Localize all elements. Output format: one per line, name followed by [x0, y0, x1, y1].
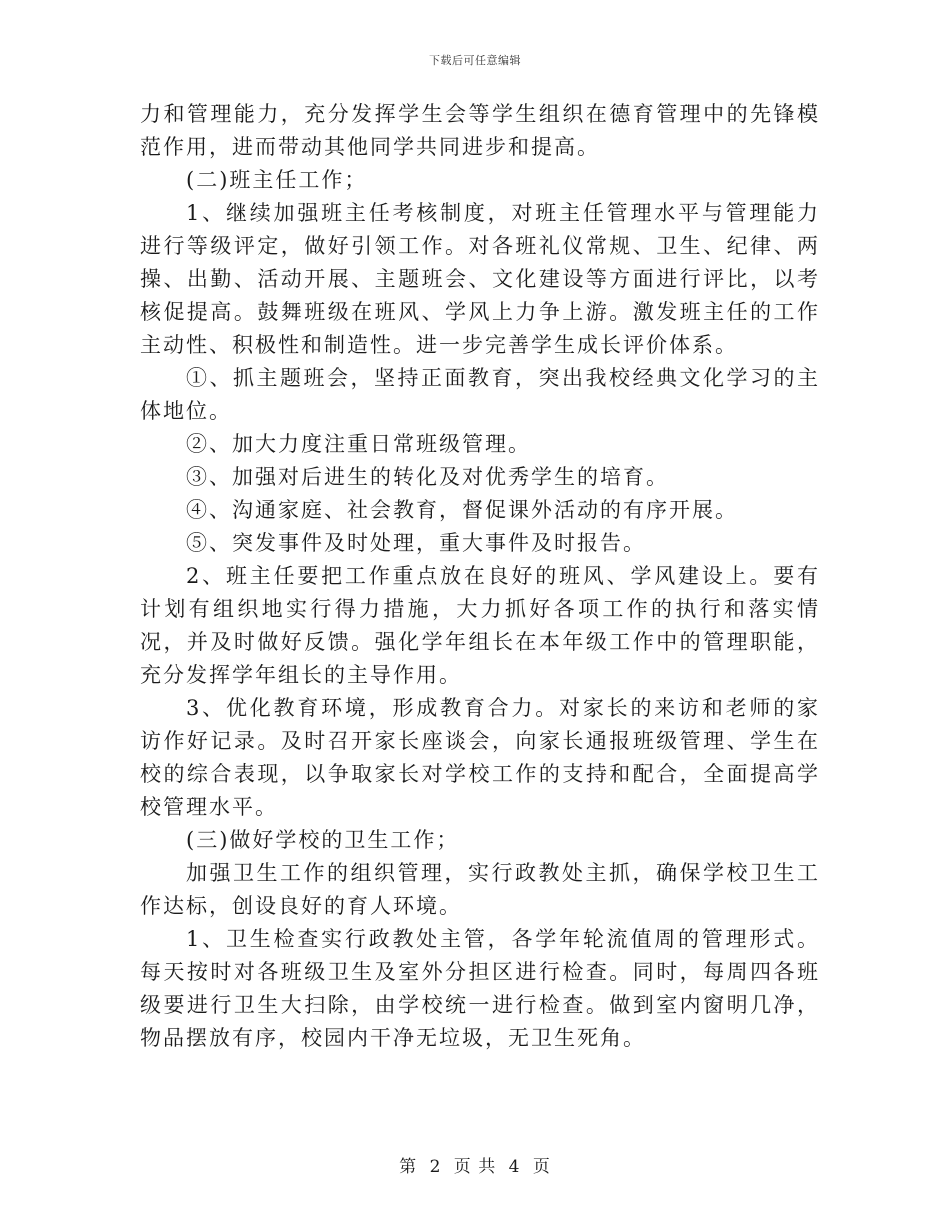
page-header-note: 下载后可任意编辑	[429, 54, 521, 67]
paragraph-12: 加强卫生工作的组织管理，实行政教处主抓，确保学校卫生工作达标，创设良好的育人环境。	[140, 861, 820, 918]
paragraph-13: 1、卫生检查实行政教处主管，各学年轮流值周的管理形式。每天按时对各班级卫生及室外分担区进行检查。同时，每周四各班级要进行卫生大扫除，由学校统一进行检查。做到室内窗明几净，物品摆放有序，校园内干净无垃圾，无卫生死角。	[140, 927, 820, 1050]
list-item-3: ③、加强对后进生的转化及对优秀学生的培育。	[186, 465, 669, 489]
document-body	[140, 98, 820, 1055]
footer-total-pages: 4	[508, 1157, 521, 1177]
footer-suffix: 页	[532, 1157, 551, 1177]
list-item-5: ⑤、突发事件及时处理，重大事件及时报告。	[186, 531, 646, 555]
paragraph-9: 2、班主任要把工作重点放在良好的班风、学风建设上。要有计划有组织地实行得力措施，大力抓好各项工作的执行和落实情况，并及时做好反馈。强化学年组长在本年级工作中的管理职能，充分发挥学年组长的主导作用。	[140, 564, 820, 687]
section-heading-hygiene: (三)做好学校的卫生工作；	[186, 828, 460, 852]
page-footer	[0, 1152, 950, 1177]
section-heading-class-teacher: (二)班主任工作；	[186, 168, 368, 192]
paragraph-10: 3、优化教育环境，形成教育合力。对家长的来访和老师的家访作好记录。及时召开家长座谈会，向家长通报班级管理、学生在校的综合表现，以争取家长对学校工作的支持和配合，全面提高学校管理水平。	[140, 696, 820, 819]
paragraph-3: 1、继续加强班主任考核制度，对班主任管理水平与管理能力进行等级评定，做好引领工作。对各班礼仪常规、卫生、纪律、两操、出勤、活动开展、主题班会、文化建设等方面进行评比，以考核促提高。鼓舞班级在班风、学风上力争上游。激发班主任的工作主动性、积极性和制造性。进一步完善学生成长评价体系。	[140, 201, 820, 357]
list-item-2: ②、加大力度注重日常班级管理。	[186, 432, 531, 456]
paragraph-1: 力和管理能力，充分发挥学生会等学生组织在德育管理中的先锋模范作用，进而带动其他同学共同进步和提高。	[140, 102, 820, 159]
footer-middle: 页 共	[453, 1157, 497, 1177]
footer-prefix: 第	[399, 1157, 418, 1177]
footer-current-page: 2	[429, 1157, 442, 1177]
list-item-1: ①、抓主题班会，坚持正面教育，突出我校经典文化学习的主体地位。	[140, 366, 820, 423]
list-item-4: ④、沟通家庭、社会教育，督促课外活动的有序开展。	[186, 498, 738, 522]
